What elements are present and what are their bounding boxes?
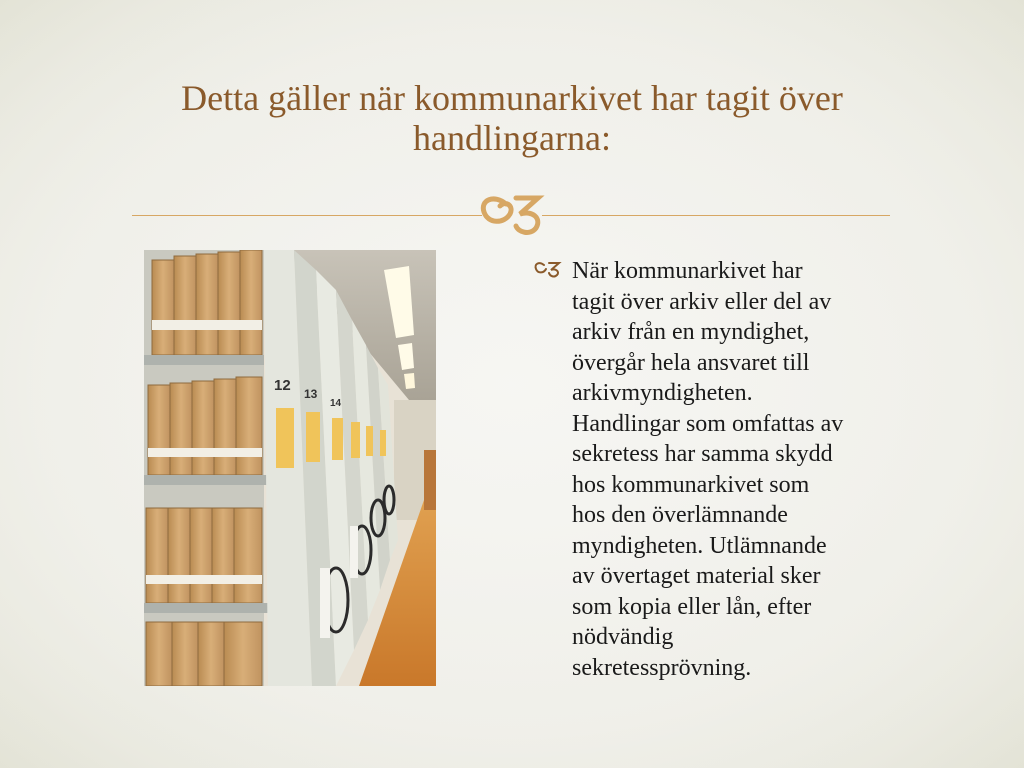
slide-title-line-2: handlingarna: (413, 118, 611, 158)
shelf-number-14: 14 (330, 398, 342, 409)
ornament-bullet-icon (532, 260, 562, 278)
shelf-number-12: 12 (274, 377, 291, 394)
slide-title-line-1: Detta gäller när kommunarkivet har tagit över (181, 78, 843, 118)
title-divider-left (132, 215, 482, 216)
bullet-text: När kommunarkivet har tagit över arkiv eller del av arkiv från en myndighet, övergår hela ansvaret till arkivmyndigheten. Handlingar som omfattas av sekretess har samma skydd hos kommunarkivet som hos den överlämnande myndigheten. Utlämnande av övertaget material sker som kopia eller lån, efter nödvändig sekretessprövning. (572, 258, 844, 681)
archive-shelves-photo (144, 250, 436, 686)
title-divider-right (542, 215, 890, 216)
shelf-number-13: 13 (304, 387, 318, 401)
flourish-ornament-icon (476, 190, 548, 238)
slide-title (90, 78, 934, 158)
